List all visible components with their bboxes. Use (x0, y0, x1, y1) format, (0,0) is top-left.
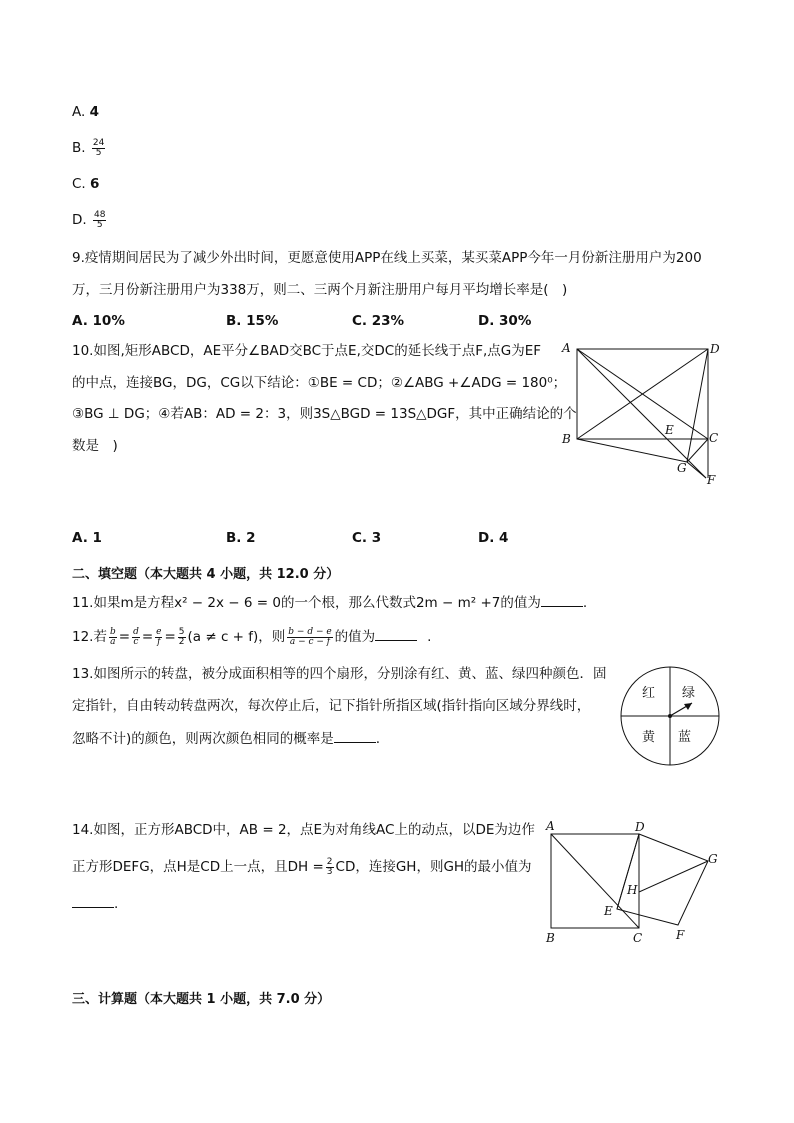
q11-text: 11.如果m是方程x² − 2x − 6 = 0的一个根，那么代数式2m − m² +7的值为 (72, 595, 541, 611)
q10-rectangle-figure (556, 338, 726, 490)
sector-blue-label: 蓝 (678, 730, 692, 745)
q12-condition: (a ≠ c + f)，则 (187, 629, 286, 645)
q14-end: . (114, 896, 119, 912)
fraction (109, 628, 117, 647)
q9-option-b: B. 15% (226, 313, 279, 329)
fraction-denominator: 3 (326, 866, 333, 877)
label-h: H (627, 883, 638, 897)
answer-blank (72, 893, 114, 908)
option-label: B. (72, 140, 86, 156)
q14-line-3 (72, 893, 118, 914)
fraction (326, 858, 334, 877)
fraction-denominator: a − c − f (289, 636, 331, 647)
q10-line-4: 数是 ) (72, 438, 118, 454)
label-a: A (546, 820, 555, 833)
label-g: G (708, 852, 718, 866)
label-e: E (604, 904, 613, 918)
answer-blank (541, 592, 583, 607)
q9-line-1: 9.疫情期间居民为了减少外出时间，更愿意使用APP在线上买菜，某买菜APP今年一月份新注册用户为200 (72, 250, 702, 266)
q10-line-2: 的中点，连接BG，DG，CG以下结论：①BE = CD；②∠ABG +∠ADG = 180⁰； (72, 375, 567, 391)
option-label: C. (72, 176, 86, 192)
label-f: F (707, 473, 716, 487)
q12-line (72, 626, 431, 647)
option-label: A. (72, 104, 86, 120)
fraction (132, 628, 140, 647)
option-value: 6 (90, 176, 100, 192)
fraction-numerator: b − d − e (288, 626, 332, 637)
option-value: 4 (89, 104, 99, 120)
fraction (287, 628, 332, 647)
sector-yellow-label: 黄 (642, 730, 656, 745)
q9-option-d: D. 30% (478, 313, 532, 329)
label-e: E (665, 423, 674, 437)
q8-option-c (72, 174, 99, 194)
fraction-denominator: f (157, 636, 161, 647)
fraction-numerator: e (156, 626, 162, 637)
fraction (178, 628, 186, 647)
equals: = (118, 629, 131, 645)
fraction-numerator: d (133, 626, 139, 637)
label-b: B (562, 432, 571, 446)
q10-option-c: C. 3 (352, 530, 382, 546)
q9-option-a: A. 10% (72, 313, 125, 329)
answer-blank (375, 626, 417, 641)
q13-line-1: 13.如图所示的转盘，被分成面积相等的四个扇形，分别涂有红、黄、蓝、绿四种颜色．固 (72, 666, 607, 682)
q12-suffix: 的值为 (334, 629, 376, 645)
q10-option-b: B. 2 (226, 530, 256, 546)
q11-line (72, 592, 587, 613)
label-d: D (710, 342, 720, 356)
label-b: B (546, 931, 555, 945)
fraction-denominator: a (110, 636, 116, 647)
sector-green-label: 绿 (682, 686, 696, 701)
q14-square-figure (538, 820, 728, 948)
q14-line-1: 14.如图，正方形ABCD中，AB = 2，点E为对角线AC上的动点，以DE为边作 (72, 822, 535, 838)
fraction-numerator: 48 (93, 209, 106, 220)
q10-option-d: D. 4 (478, 530, 509, 546)
q14-text-a: 正方形DEFG，点H是CD上一点，且DH = (72, 859, 324, 875)
fraction-denominator: 5 (95, 147, 102, 158)
fraction (93, 211, 106, 230)
q14-line-2 (72, 857, 532, 877)
q8-option-d (72, 210, 108, 230)
fraction-numerator: 5 (178, 626, 185, 637)
q10-line-3: ③BG ⊥ DG；④若AB：AD = 2：3，则3S△BGD = 13S△DGF，其中正确结论的个 (72, 406, 577, 422)
answer-blank (334, 728, 376, 743)
label-c: C (709, 431, 719, 445)
q9-option-c: C. 23% (352, 313, 405, 329)
q10-line-1: 10.如图,矩形ABCD，AE平分∠BAD交BC于点E,交DC的延长线于点F,点G为EF (72, 343, 542, 359)
q13-line-3 (72, 728, 380, 749)
q12-prefix: 12.若 (72, 629, 107, 645)
q8-option-b (72, 138, 107, 158)
q13-text: 忽略不计)的颜色，则两次颜色相同的概率是 (72, 731, 334, 747)
q11-end: . (582, 595, 588, 611)
q13-end: . (375, 731, 381, 747)
equals: = (141, 629, 154, 645)
option-label: D. (72, 212, 87, 228)
label-a: A (562, 341, 571, 355)
fraction-denominator: 5 (96, 219, 103, 230)
fraction-denominator: 2 (178, 636, 185, 647)
fraction-numerator: 2 (326, 856, 333, 867)
fraction-numerator: b (109, 626, 116, 637)
label-g: G (677, 461, 687, 475)
fraction-numerator: 24 (92, 137, 105, 148)
q10-option-a: A. 1 (72, 530, 102, 546)
label-c: C (633, 931, 643, 945)
q12-end: . (427, 629, 432, 645)
equals: = (164, 629, 176, 645)
q14-text-b: CD，连接GH，则GH的最小值为 (335, 859, 532, 875)
fraction (92, 139, 105, 158)
section-heading-fill-in: 二、填空题（本大题共 4 小题，共 12.0 分） (72, 567, 340, 582)
q9-line-2: 万，三月份新注册用户为338万，则二、三两个月新注册用户每月平均增长率是( ) (72, 282, 568, 298)
sector-red-label: 红 (642, 686, 656, 701)
label-d: D (635, 820, 645, 834)
q8-option-a (72, 102, 99, 122)
q13-line-2: 定指针，自由转动转盘两次，每次停止后，记下指针所指区域(指针指向区域分界线时， (72, 698, 591, 714)
section-heading-calculation: 三、计算题（本大题共 1 小题，共 7.0 分） (72, 992, 331, 1007)
fraction (155, 628, 162, 647)
label-f: F (676, 928, 685, 942)
spinner-wheel (618, 664, 722, 768)
fraction-denominator: c (133, 636, 139, 647)
